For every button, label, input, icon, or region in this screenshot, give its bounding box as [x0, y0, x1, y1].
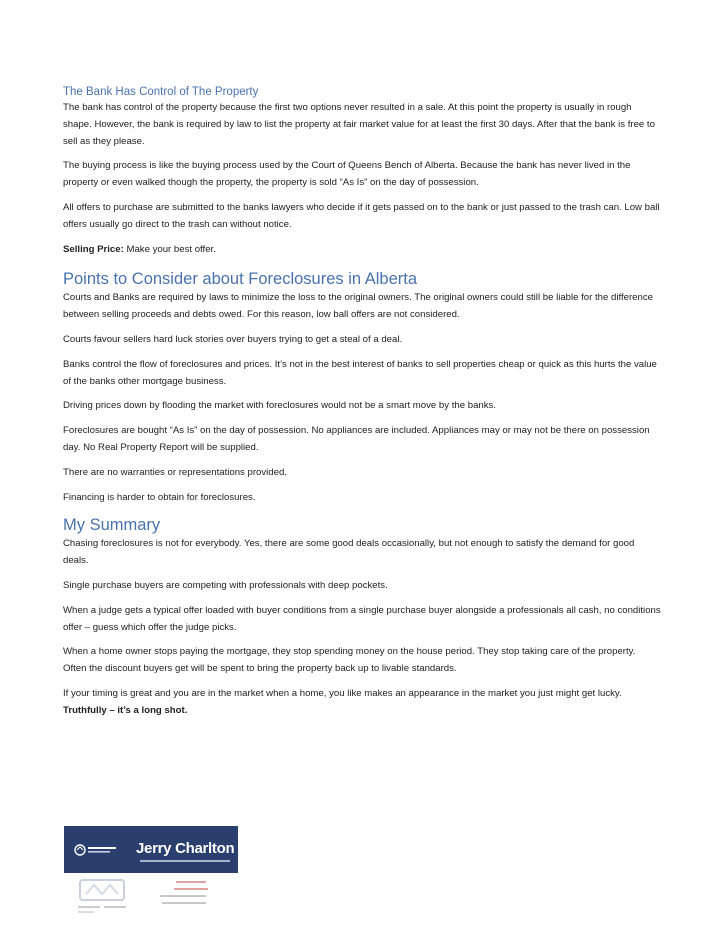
- paragraph: Single purchase buyers are competing with professionals with deep pockets.: [63, 579, 388, 591]
- paragraph: All offers to purchase are submitted to the banks lawyers who decide if it gets passed on to the bank or just passed to the trash can. Low ball offers usually go direct to the trash can without notice.: [63, 201, 660, 230]
- selling-price-label: Selling Price:: [63, 243, 124, 255]
- agent-banner: [64, 826, 238, 873]
- bank-control-heading: The Bank Has Control of The Property: [63, 86, 259, 98]
- summary-heading: My Summary: [63, 516, 161, 535]
- contact-line: [160, 895, 206, 897]
- paragraph: [63, 686, 661, 720]
- paragraph: Chasing foreclosures is not for everybody. Yes, there are some good deals occasionally, but not enough to satisfy the demand for good deals.: [63, 538, 635, 567]
- paragraph: Courts and Banks are required by laws to minimize the loss to the original owners. The original owners could still be liable for the difference between selling proceeds and debts owed. For this reason, low ball offers are not considered.: [63, 292, 653, 321]
- brokerage-logo-icon: [72, 840, 120, 860]
- paragraph: When a home owner stops paying the mortgage, they stop spending money on the house period. They stop taking care of the property. Often the discount buyers get will be spent to bring the property back up to livable standards.: [63, 646, 636, 675]
- paragraph: Driving prices down by flooding the market with foreclosures would not be a smart move by the banks.: [63, 400, 496, 412]
- paragraph: Courts favour sellers hard luck stories over buyers trying to get a steal of a deal.: [63, 333, 403, 345]
- paragraph: The bank has control of the property because the first two options never resulted in a sale. At this point the property is usually in rough shape. However, the bank is required by law to list the property at fair market value for at least the first 30 days. After that the bank is free to sell as they please.: [63, 102, 655, 147]
- tagline-line: [140, 860, 230, 862]
- agent-name: Jerry Charlton: [136, 840, 235, 857]
- paragraph: The buying process is like the buying process used by the Court of Queens Bench of Alberta. Because the bank has never lived in the property or even walked though the property, the property is sold “As Is” on the day of possession.: [63, 160, 631, 189]
- contact-line: [162, 902, 206, 904]
- selling-price-line: [63, 242, 661, 259]
- paragraph: When a judge gets a typical offer loaded with buyer conditions from a single purchase buyer alongside a professionals all cash, no conditions offer – guess which offer the judge picks.: [63, 604, 661, 633]
- selling-price-value: Make your best offer.: [123, 243, 216, 255]
- contact-line: [174, 888, 208, 890]
- contact-line: [176, 881, 206, 883]
- summary-final-bold: Truthfully – it’s a long shot.: [63, 704, 188, 716]
- paragraph: Foreclosures are bought “As Is” on the day of possession. No appliances are included. Appliances may or may not be there on possession day. No Real Property Report will be supplied.: [63, 425, 650, 453]
- paragraph: There are no warranties or representations provided.: [63, 466, 287, 478]
- document-body: [63, 86, 661, 724]
- brokerage-mark-icon: [72, 876, 134, 918]
- paragraph: Financing is harder to obtain for foreclosures.: [63, 491, 256, 503]
- points-heading: Points to Consider about Foreclosures in Alberta: [63, 270, 418, 289]
- contact-details: [160, 878, 208, 904]
- summary-final-text: If your timing is great and you are in the market when a home, you like makes an appearance in the market you just might get lucky.: [63, 687, 622, 699]
- paragraph: Banks control the flow of foreclosures and prices. It’s not in the best interest of banks to sell properties cheap or quick as this hurts the value of the banks other mortgage business.: [63, 358, 657, 387]
